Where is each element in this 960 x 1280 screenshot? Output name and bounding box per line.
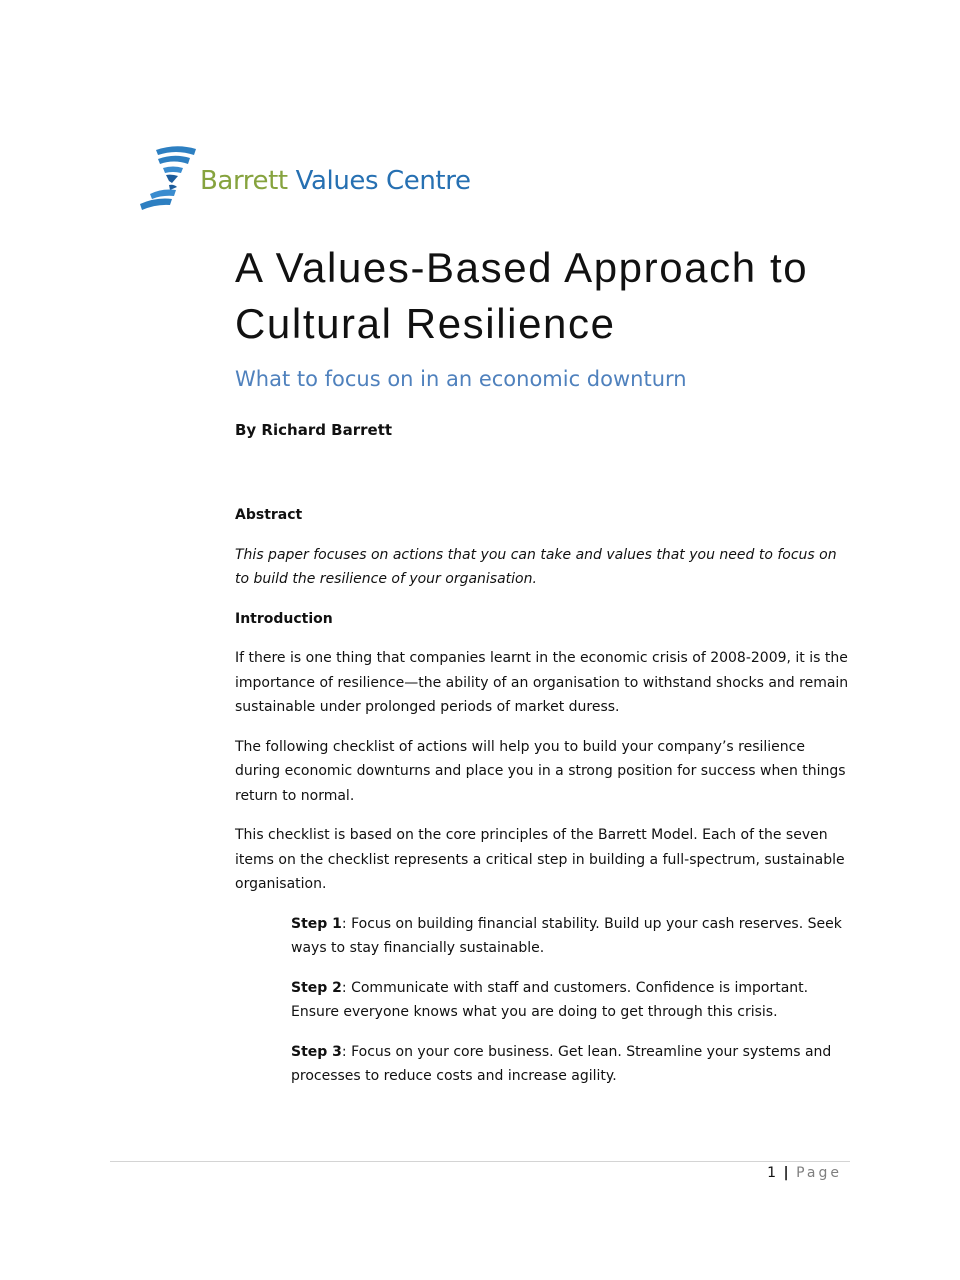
- logo-text-values-centre: Values Centre: [295, 166, 471, 196]
- abstract-text: This paper focuses on actions that you can take and values that you need to focus on to build the resilience of your organisation.: [235, 546, 837, 587]
- intro-paragraph: If there is one thing that companies learnt in the economic crisis of 2008-2009, it is the importance of resilience—the ability of an organisation to withstand shocks and remain sustainable under prolonged periods of market duress.: [235, 650, 849, 715]
- logo-mark-icon: [136, 144, 200, 210]
- page-label: Page: [796, 1165, 842, 1181]
- step-text: : Focus on building financial stability. Build up your cash reserves. Seek ways to stay financially sustainable.: [291, 915, 842, 956]
- document-title: A Values-Based Approach to Cultural Resilience: [235, 244, 809, 347]
- page-number: 1: [767, 1165, 777, 1181]
- step-label: Step 2: [291, 979, 342, 996]
- introduction-heading: Introduction: [235, 610, 333, 627]
- page-separator: |: [783, 1165, 789, 1181]
- step-label: Step 1: [291, 915, 342, 932]
- abstract-heading: Abstract: [235, 507, 303, 523]
- step-item: [291, 1040, 853, 1089]
- intro-paragraph: The following checklist of actions will help you to build your company’s resilience during economic downturns and place you in a strong position for success when things return to normal.: [235, 738, 846, 804]
- step-text: : Communicate with staff and customers. Confidence is important. Ensure everyone knows what you are doing to get through this crisis.: [291, 979, 809, 1020]
- document-body: [235, 503, 853, 1104]
- footer-divider: [110, 1161, 850, 1162]
- step-item: [291, 912, 853, 961]
- intro-paragraph: This checklist is based on the core principles of the Barrett Model. Each of the seven items on the checklist represents a critical step in building a full-spectrum, sustainable organisation.: [235, 827, 845, 892]
- logo-text-barrett: Barrett: [200, 166, 288, 196]
- step-label: Step 3: [291, 1043, 342, 1060]
- step-text: : Focus on your core business. Get lean. Streamline your systems and processes to reduce costs and increase agility.: [291, 1043, 832, 1084]
- barrett-values-centre-logo: [136, 144, 496, 214]
- author-line: By Richard Barrett: [235, 421, 393, 439]
- page-footer: [767, 1165, 842, 1181]
- document-subtitle: What to focus on in an economic downturn: [235, 367, 687, 391]
- step-item: [291, 976, 853, 1025]
